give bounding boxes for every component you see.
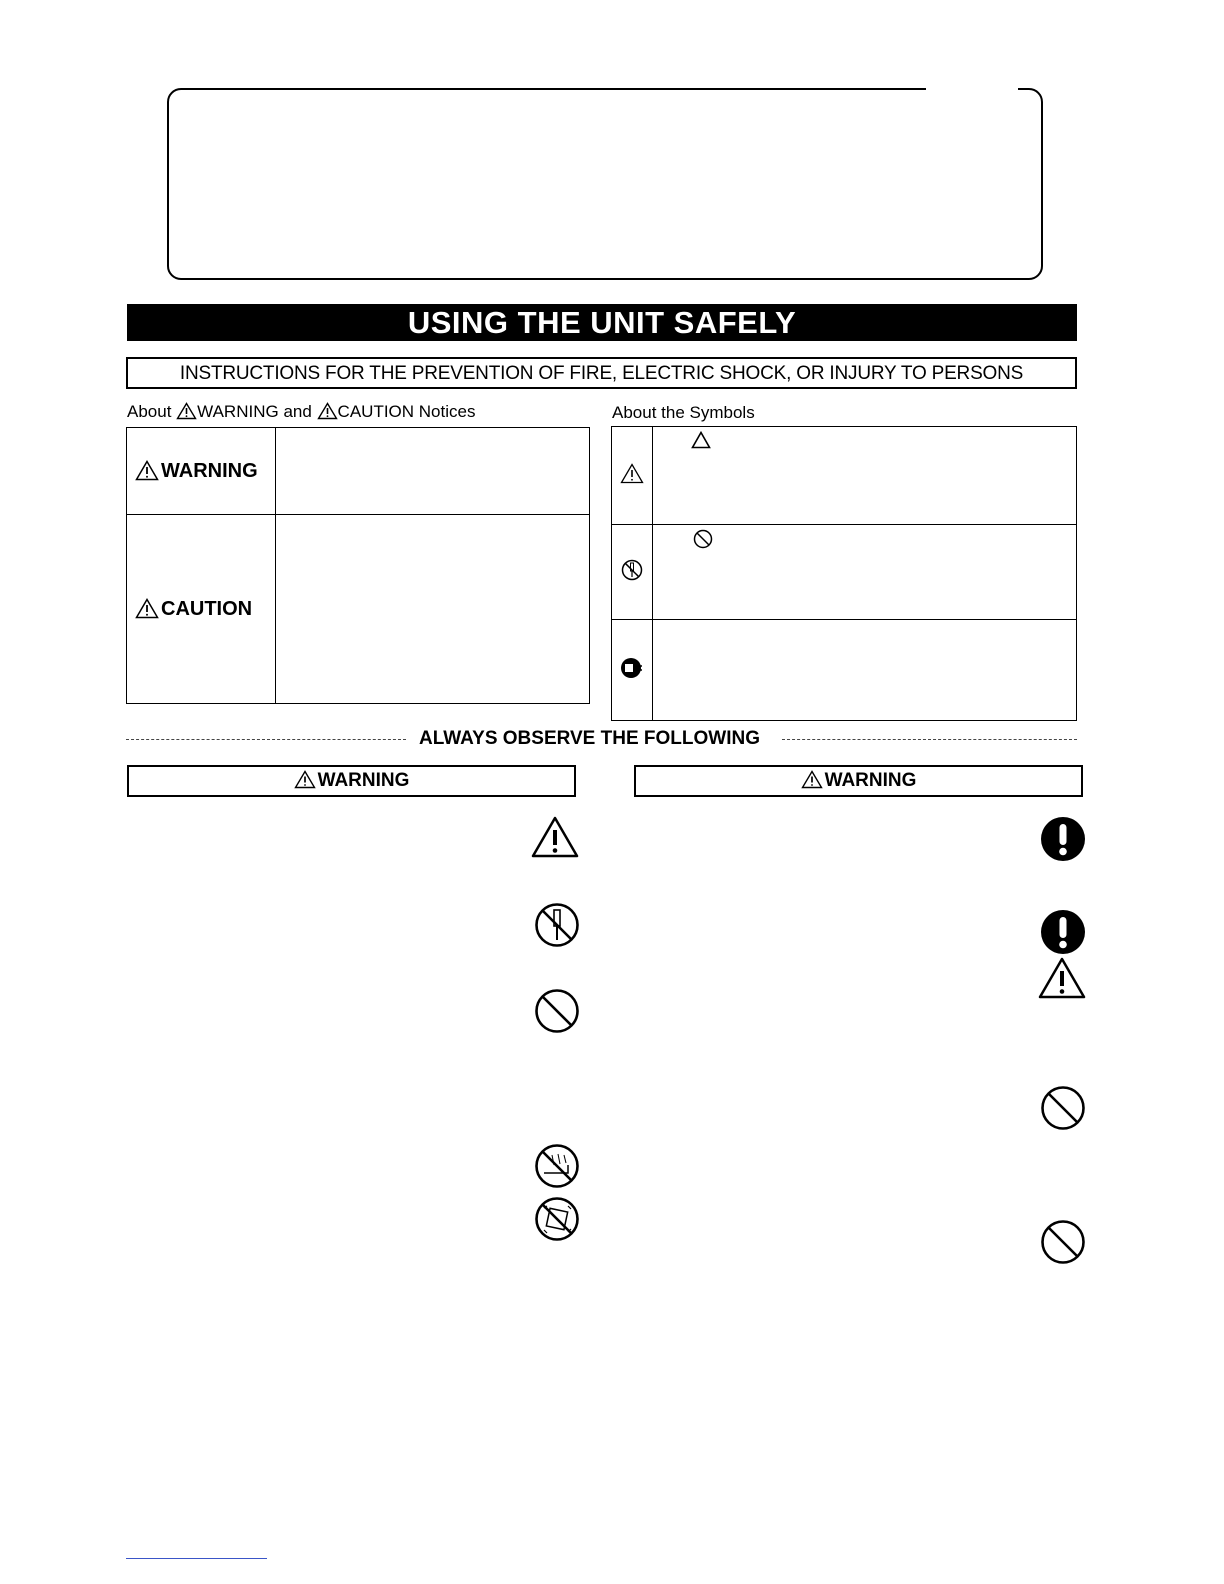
unplug-icon	[620, 656, 644, 680]
caution-description-cell	[276, 515, 590, 704]
prohibition-icon	[1040, 1085, 1086, 1131]
warning-triangle-icon	[1038, 956, 1086, 1000]
warning-triangle-icon	[317, 402, 338, 420]
symbols-row-1-text-cell	[653, 427, 1077, 525]
prohibition-icon	[693, 529, 713, 549]
mandatory-icon	[1040, 909, 1086, 955]
symbols-row-2-icon-cell	[612, 525, 653, 620]
warning-description-cell	[276, 428, 590, 515]
symbols-row-1-icon-cell	[612, 427, 653, 525]
header-notice-box	[167, 88, 1043, 280]
warning-triangle-icon	[135, 598, 159, 619]
symbols-row-3-text-cell	[653, 620, 1077, 721]
no-shaking-icon	[534, 1196, 580, 1242]
symbols-row-3-icon-cell	[612, 620, 653, 721]
warning-triangle-icon	[531, 815, 579, 859]
prohibition-icon	[534, 988, 580, 1034]
symbols-heading: About the Symbols	[612, 403, 755, 422]
warning-triangle-icon	[801, 770, 823, 789]
symbols-row-2-text-cell	[653, 525, 1077, 620]
no-disassemble-icon	[534, 902, 580, 948]
observe-divider-left	[126, 739, 406, 740]
page-title: USING THE UNIT SAFELY	[127, 304, 1077, 341]
no-disassemble-icon	[621, 559, 643, 581]
notices-heading-warning: WARNING	[197, 402, 279, 421]
notices-heading-prefix: About	[127, 402, 172, 421]
left-warning-header-label: WARNING	[317, 770, 410, 791]
right-warning-header	[634, 765, 1083, 797]
warning-triangle-icon	[176, 402, 197, 420]
triangle-outline-icon	[691, 431, 711, 449]
warning-triangle-icon	[135, 460, 159, 481]
no-water-icon	[534, 1143, 580, 1189]
warning-triangle-icon	[294, 770, 316, 789]
warning-label-cell	[127, 428, 276, 515]
caution-label-cell	[127, 515, 276, 704]
header-notice-box-gap	[926, 84, 1018, 92]
notices-heading-and: and	[283, 402, 312, 421]
page-subtitle: INSTRUCTIONS FOR THE PREVENTION OF FIRE, ELECTRIC SHOCK, OR INJURY TO PERSONS	[126, 357, 1077, 389]
notices-heading-suffix: Notices	[418, 402, 476, 421]
notices-heading	[127, 402, 475, 422]
mandatory-icon	[1040, 816, 1086, 862]
caution-label: CAUTION	[161, 597, 253, 620]
notices-heading-caution: CAUTION	[337, 402, 415, 421]
footer-link-underline[interactable]	[126, 1558, 267, 1559]
right-warning-header-label: WARNING	[824, 770, 917, 791]
observe-divider-right	[782, 739, 1077, 740]
observe-heading: ALWAYS OBSERVE THE FOLLOWING	[419, 728, 760, 749]
symbols-table	[611, 426, 1077, 721]
notices-table	[126, 427, 590, 704]
warning-label: WARNING	[161, 459, 258, 482]
left-warning-header	[127, 765, 576, 797]
warning-triangle-icon	[620, 463, 644, 484]
prohibition-icon	[1040, 1219, 1086, 1265]
